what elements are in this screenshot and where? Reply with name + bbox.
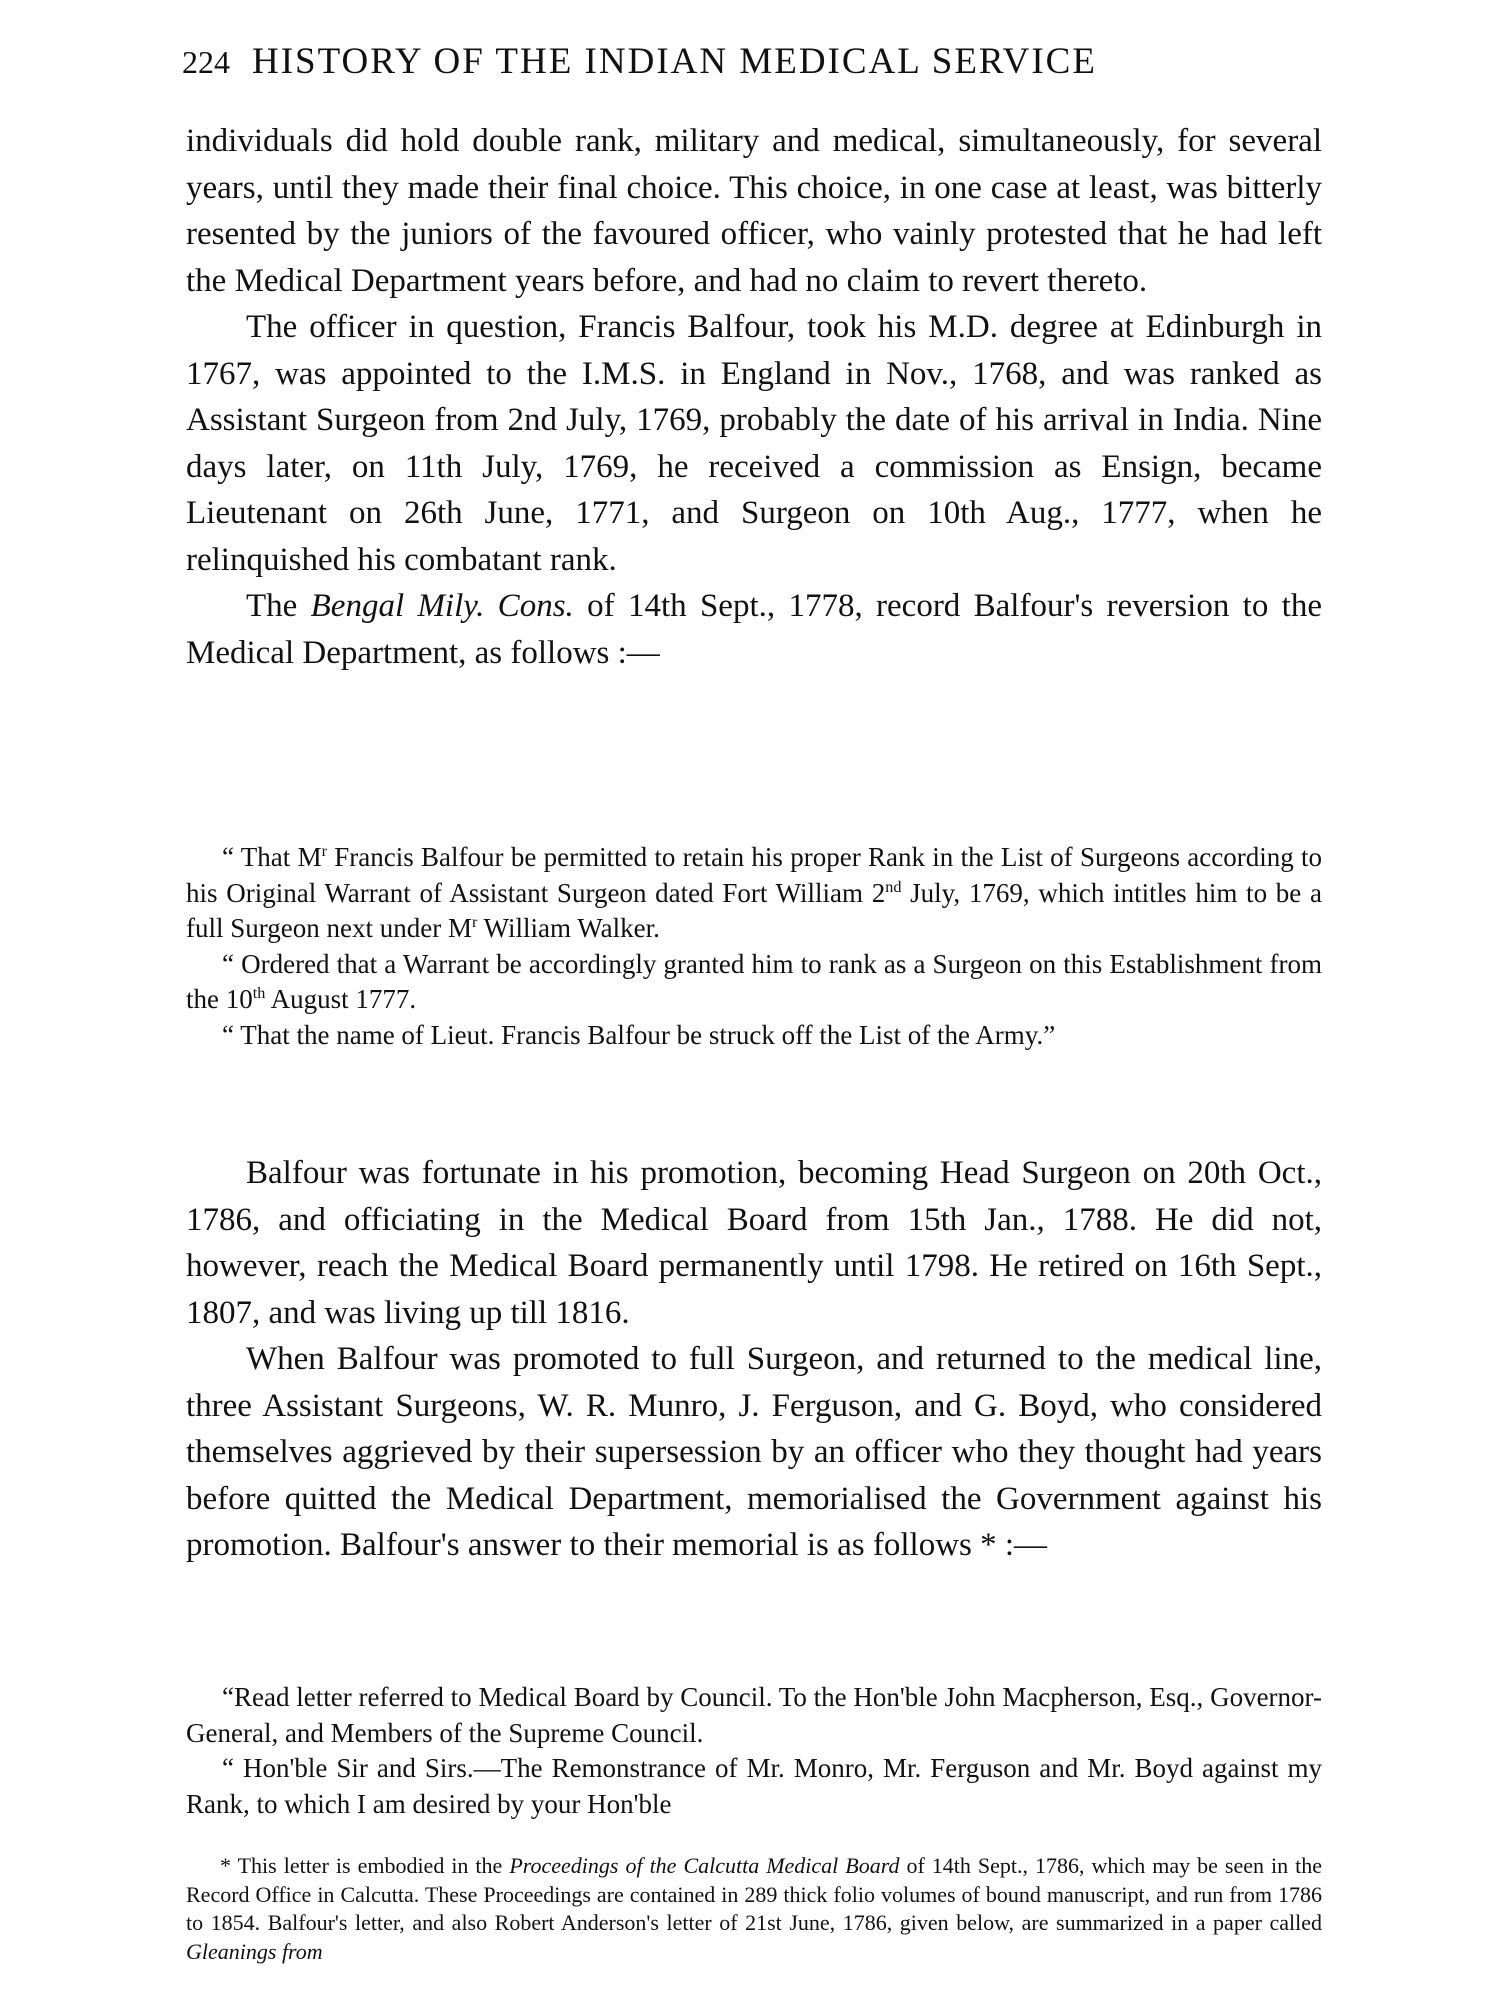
footnote [186,1852,1322,1966]
paragraph-continued: individuals did hold double rank, military and medical, simultaneously, for several years, until they made their final choice. This choice, in one case at least, was bitterly resented by the juniors of the favoured officer, who vainly protested that he had left the Medical Department years before, and had no claim to revert thereto. [186,123,1322,299]
running-header [182,40,1322,100]
quote-paragraph: “ That $M^r$ Francis Balfour be permitted to retain his proper Rank in the List of Surgeons according to his Original Warrant of Assistant Surgeon dated Fort William 2nd July, 1769, which intitles him to be a full Surgeon next under $M^r$ William Walker. [186,842,1322,943]
quote-paragraph: “ That the name of Lieut. Francis Balfour be struck off the List of the Army.” [222,1019,1056,1050]
italic-source-title: Bengal Mily. Cons. [310,588,574,624]
running-title: HISTORY OF THE INDIAN MEDICAL SERVICE [252,41,1097,82]
paragraph-memorial: When Balfour was promoted to full Surgeon, and returned to the medical line, three Assistant Surgeons, W. R. Munro, J. Ferguson, and G. Boyd, who considered themselves aggrieved by their supersession by an officer who they thought had years before quitted the Medical Department, memorialised the Government against his promotion. Balfour's answer to their memorial is as follows * :— [186,1341,1322,1563]
page-number: 224 [182,44,230,80]
quote-paragraph: “ Ordered that a Warrant be accordingly granted him to rank as a Surgeon on this Establishment from the 10th August 1777. [186,948,1322,1014]
block-quote-letter [186,1680,1322,1822]
paragraph-bengal-cons: The Bengal Mily. Cons. of 14th Sept., 1778, record Balfour's reversion to the Medical Department, as follows :— [186,588,1322,671]
body-section-2 [186,1150,1322,1569]
footnote-text: * This letter is embodied in the Proceedings of the Calcutta Medical Board of 14th Sept., 1786, which may be seen in the Record Office in Calcutta. These Proceedings are contained in 289 thick folio volumes of bound manuscript, and run from 1786 to 1854. Balfour's letter, and also Robert Anderson's letter of 21st June, 1786, given below, are summarized in a paper called Gleanings from [186,1853,1322,1964]
paragraph-balfour-career: The officer in question, Francis Balfour, took his M.D. degree at Edinburgh in 1767, was appointed to the I.M.S. in England in Nov., 1768, and was ranked as Assistant Surgeon from 2nd July, 1769, probably the date of his arrival in India. Nine days later, on 11th July, 1769, he received a commission as Ensign, became Lieutenant on 26th June, 1771, and Surgeon on 10th Aug., 1777, when he relinquished his combatant rank. [186,309,1322,578]
quote-paragraph: “ Hon'ble Sir and Sirs.—The Remonstrance of Mr. Monro, Mr. Ferguson and Mr. Boyd against my Rank, to which I am desired by your Hon'ble [186,1753,1322,1819]
quote-paragraph: “Read letter referred to Medical Board by Council. To the Hon'ble John Macpherson, Esq., Governor-General, and Members of the Supreme Council. [186,1682,1322,1748]
block-quote-consultation [186,840,1322,1053]
body-section-1 [186,118,1322,676]
paragraph-promotion: Balfour was fortunate in his promotion, becoming Head Surgeon on 20th Oct., 1786, and officiating in the Medical Board from 15th Jan., 1788. He did not, however, reach the Medical Board permanently until 1798. He retired on 16th Sept., 1807, and was living up till 1816. [186,1155,1322,1331]
